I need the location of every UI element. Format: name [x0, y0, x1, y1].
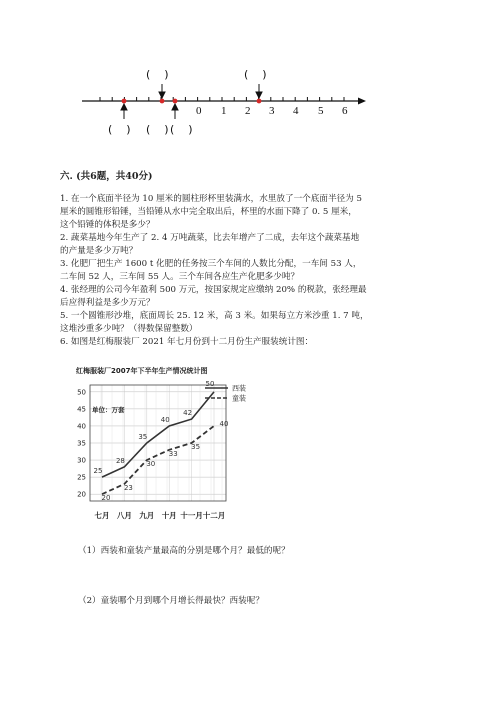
x-tick-label: 八月: [116, 511, 132, 520]
y-tick-label: 35: [77, 439, 86, 448]
tick-label: 2: [245, 105, 251, 117]
problem-line: 厘米的圆锥形铅锤，当铅锤从水中完全取出后，杯里的水面下降了 0. 5 厘米，: [60, 207, 357, 217]
up-arrow-icon: [172, 104, 178, 119]
problem-line: 这个铅锤的体积是多少？: [60, 220, 155, 230]
number-line-point: [122, 99, 127, 104]
problem-4: [60, 284, 367, 310]
number-line-point: [160, 99, 165, 104]
data-label: 33: [168, 449, 178, 458]
tick-label: 6: [342, 105, 348, 117]
problem-5: [60, 310, 369, 336]
x-tick-label: 十二月: [202, 511, 226, 520]
y-tick-label: 40: [77, 422, 86, 431]
problem-line: 4. 张经理的公司今年盈利 500 万元，按国家规定应缴纳 20% 的税款，张经理最: [60, 285, 367, 295]
tick-label: 3: [269, 105, 275, 117]
data-label: 35: [191, 443, 201, 451]
answer-blank[interactable]: ( ): [108, 123, 131, 136]
problem-line: 这堆沙重多少吨？（得数保留整数）: [60, 324, 198, 334]
answer-blank[interactable]: ( ): [146, 68, 169, 81]
section-title: 六. (共6题，共40分): [60, 171, 153, 182]
y-tick-label: 20: [77, 490, 86, 499]
data-label: 23: [123, 483, 133, 492]
x-tick-label: 十一月: [180, 511, 203, 520]
problem-line: 的产量是多少万吨？: [60, 246, 138, 256]
down-arrow-icon: [256, 84, 262, 98]
x-tick-label: 七月: [94, 511, 110, 520]
y-tick-label: 25: [77, 473, 86, 482]
tick-label: 0: [196, 105, 202, 117]
data-label: 30: [146, 460, 156, 469]
up-arrow-icon: [121, 104, 127, 119]
number-line-ticks: [100, 97, 344, 101]
legend-label: 童装: [232, 394, 246, 403]
data-label: 50: [205, 379, 215, 388]
number-line-point: [257, 99, 262, 104]
data-label: 40: [160, 415, 170, 424]
problem-line: 后应得利益是多少万元？: [60, 298, 155, 308]
number-line-arrowhead: [358, 98, 366, 105]
problem-line: 1. 在一个底面半径为 10 厘米的圆柱形杯里装满水，水里放了一个底面半径为 5: [60, 194, 362, 204]
y-tick-label: 45: [77, 405, 86, 414]
data-label: 25: [93, 467, 103, 476]
legend-label: 西装: [232, 384, 246, 393]
data-label: 28: [115, 456, 125, 465]
tick-label: 5: [318, 105, 324, 117]
number-line-point: [173, 99, 178, 104]
y-tick-label: 50: [77, 388, 86, 397]
problem-1: [60, 193, 362, 232]
data-label: 40: [219, 419, 229, 428]
problem-line: 5. 一个圆锥形沙堆，底面周长 25. 12 米，高 3 米。如果每立方米沙重 1. 7 吨，: [60, 311, 369, 321]
data-label: 35: [138, 433, 148, 441]
y-tick-label: 30: [77, 456, 86, 465]
line-chart: [0, 375, 500, 525]
problem-line: 2. 蔬菜基地今年生产了 2. 4 万吨蔬菜，比去年增产了二成，去年这个蔬菜基地: [60, 233, 360, 243]
tick-label: 1: [221, 105, 227, 117]
y-axis-label: 单位：万套: [92, 406, 125, 414]
problem-6: [60, 336, 313, 349]
problem-line: 3. 化肥厂把生产 1600 t 化肥的任务按三个车间的人数比分配，一车间 53 人，: [60, 259, 362, 269]
answer-blank[interactable]: ( ): [146, 123, 169, 136]
data-label: 42: [183, 409, 193, 418]
problem-line: 6. 如图是红梅服装厂 2021 年七月份到十二月份生产服装统计图：: [60, 337, 314, 347]
tick-label: 4: [293, 105, 299, 117]
answer-blank[interactable]: ( ): [244, 68, 267, 81]
down-arrow-icon: [159, 84, 165, 98]
x-tick-label: 十月: [161, 511, 177, 520]
problem-2: [60, 232, 359, 258]
problem-3: [60, 258, 361, 284]
question-2: （2）童装哪个月到哪个月增长得最快？西装呢？: [78, 596, 264, 606]
answer-blank[interactable]: ( ): [170, 123, 193, 136]
chart-title: 红梅服装厂2007年下半年生产情况统计图: [76, 367, 208, 375]
question-1: （1）西装和童装产量最高的分别是哪个月？最低的呢？: [78, 546, 290, 556]
data-label: 20: [101, 494, 111, 503]
x-tick-label: 九月: [139, 511, 155, 520]
problem-line: 二车间 52 人，三车间 55 人。三个车间各应生产化肥多少吨？: [60, 272, 300, 282]
